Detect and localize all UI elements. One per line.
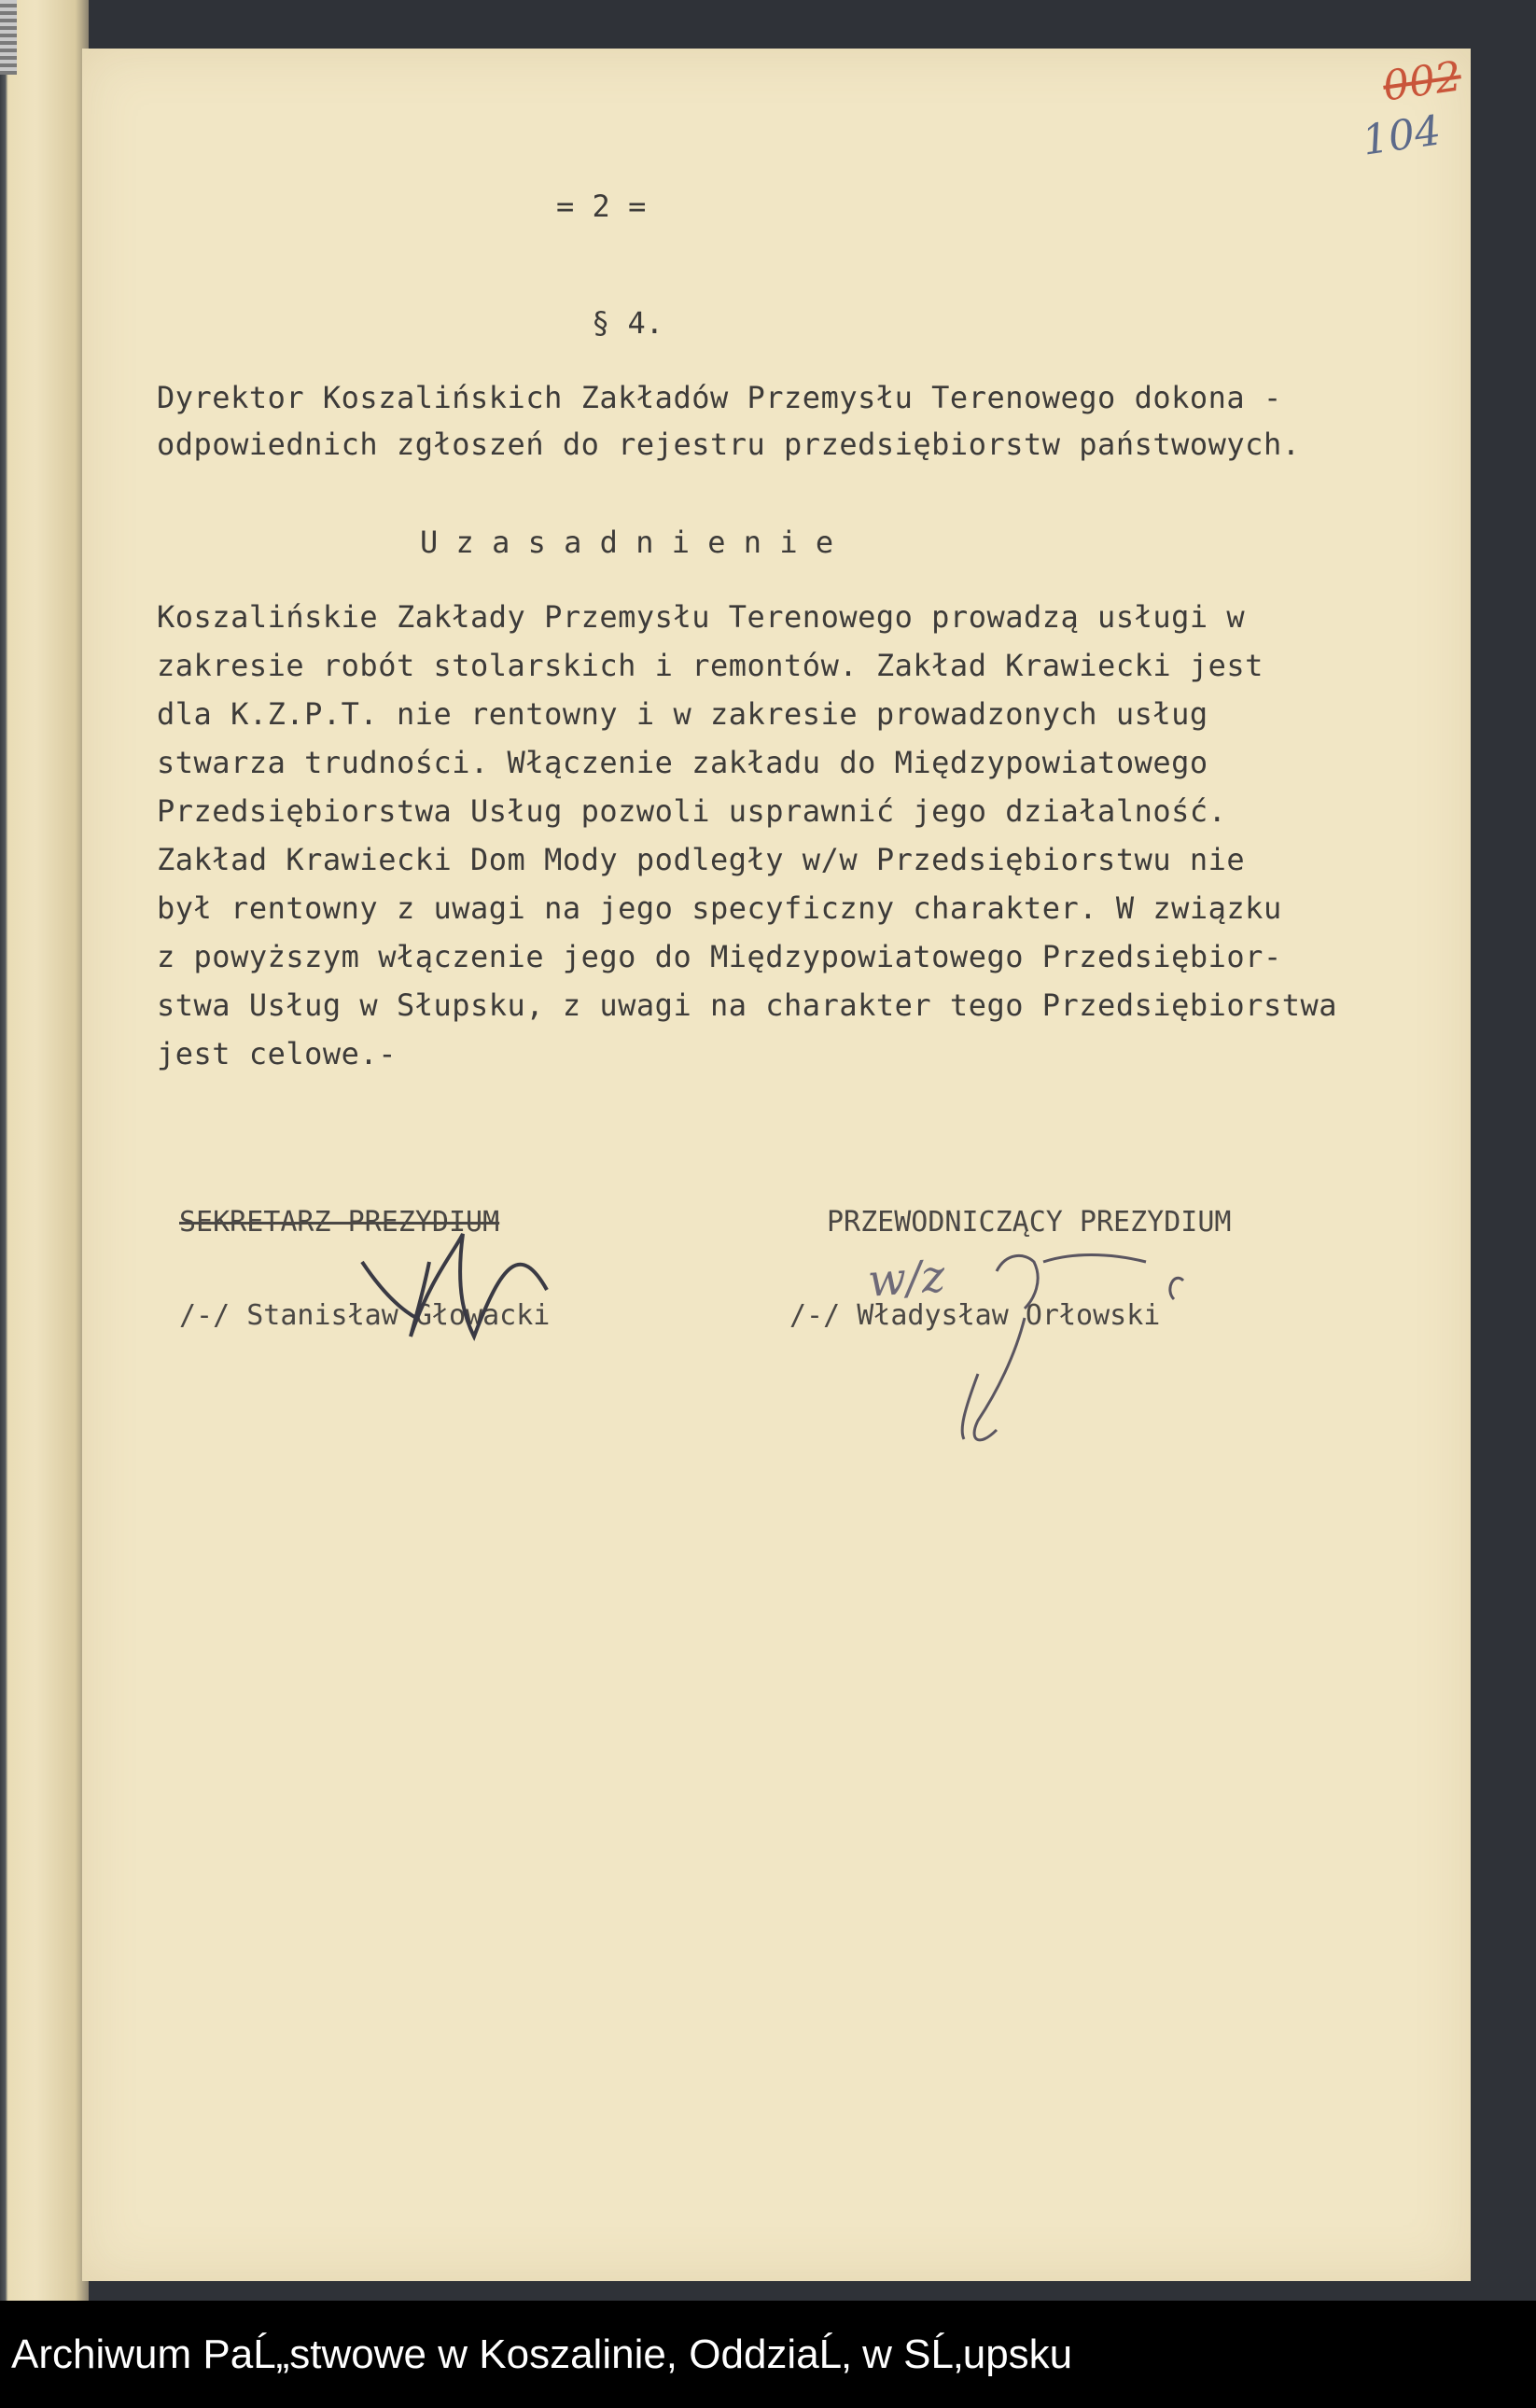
secretary-title: SEKRETARZ PREZYDIUM bbox=[179, 1206, 500, 1239]
section-number: § 4. bbox=[592, 305, 664, 341]
justification-line: jest celowe.- bbox=[157, 1036, 397, 1071]
justification-line: Zakład Krawiecki Dom Mody podległy w/w Przedsiębiorstwu nie bbox=[157, 842, 1246, 877]
handwriting-layer bbox=[82, 49, 1471, 2281]
archive-caption: Archiwum PaĹ„stwowe w Koszalinie, OddziaĹ‚ w SĹ‚upsku bbox=[11, 2331, 1073, 2377]
chairman-signature bbox=[962, 1255, 1183, 1440]
archive-footer bbox=[0, 2301, 1536, 2408]
justification-line: z powyższym włączenie jego do Międzypowiatowego Przedsiębior- bbox=[157, 939, 1282, 974]
secretary-name: /-/ Stanisław Głowacki bbox=[179, 1299, 551, 1332]
section-line: Dyrektor Koszalińskich Zakładów Przemysłu Terenowego dokona - bbox=[157, 380, 1282, 415]
handwritten-wz: w/z bbox=[866, 1250, 947, 1308]
binding-clip bbox=[0, 0, 17, 75]
chairman-name: /-/ Władysław Orłowski bbox=[789, 1299, 1161, 1332]
folio-stamp-top: 002 bbox=[1379, 52, 1465, 111]
justification-line: dla K.Z.P.T. nie rentowny i w zakresie prowadzonych usług bbox=[157, 696, 1208, 732]
justification-line: stwarza trudności. Włączenie zakładu do Międzypowiatowego bbox=[157, 745, 1208, 780]
justification-heading: U z a s a d n i e n i e bbox=[420, 525, 834, 560]
chairman-title: PRZEWODNICZĄCY PREZYDIUM bbox=[827, 1206, 1232, 1239]
book-binding bbox=[0, 0, 89, 2301]
justification-line: stwa Usług w Słupsku, z uwagi na charakter tego Przedsiębiorstwa bbox=[157, 987, 1337, 1023]
justification-line: zakresie robót stolarskich i remontów. Zakład Krawiecki jest bbox=[157, 648, 1264, 683]
justification-line: Koszalińskie Zakłady Przemysłu Terenowego prowadzą usługi w bbox=[157, 599, 1246, 635]
page-marker: = 2 = bbox=[556, 189, 647, 224]
justification-line: Przedsiębiorstwa Usług pozwoli usprawnić jego działalność. bbox=[157, 793, 1227, 829]
folio-stamp-bottom: 104 bbox=[1359, 106, 1445, 165]
document-page bbox=[82, 49, 1471, 2281]
justification-line: był rentowny z uwagi na jego specyficzny charakter. W związku bbox=[157, 890, 1282, 926]
section-line: odpowiednich zgłoszeń do rejestru przedsiębiorstw państwowych. bbox=[157, 427, 1301, 462]
secretary-signature bbox=[362, 1234, 547, 1337]
